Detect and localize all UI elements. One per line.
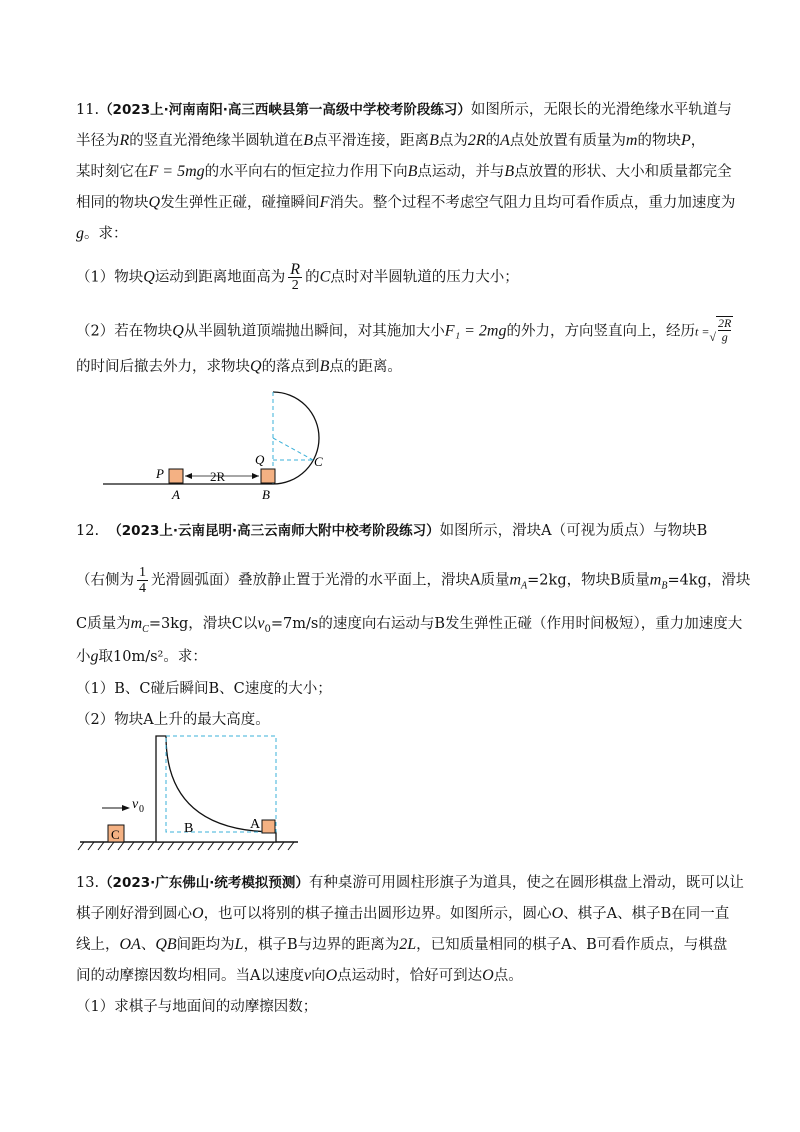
block-p (169, 469, 183, 483)
fraction-r-over-2: $\frac{R}{2}$ (290, 261, 301, 293)
q11-part-2: （2）若在物块Q从半圆轨道顶端抛出瞬间，对其施加大小F₁ = 2mg的外力，方向竖直向上，经历t =√ $\frac{2R}{g}$ (76, 316, 733, 347)
q13-line-2: 棋子刚好滑到圆心O，也可以将别的棋子撞击出圆形边界。如图所示，圆心O、棋子A、棋子B在同一直 (76, 905, 730, 922)
force-f1-equation: F₁ = 2mg (444, 322, 507, 340)
fig-label-2r: 2R (210, 469, 226, 484)
q13-line-1: 13.（2023·广东佛山·统考模拟预测）有种桌游可用圆柱形旗子为道具，使之在圆形棋盘上滑动，既可以让 (76, 875, 744, 891)
q12-figure (74, 728, 304, 856)
q13-number: 13. (76, 875, 100, 891)
ground-hatch (78, 842, 294, 850)
q11-part-2-cont: 的时间后撤去外力，求物块Q的落点到B点的距离。 (76, 358, 402, 375)
q13-line-3: 线上，OA、QB间距均为L，棋子B与边界的距离为2L，已知质量相同的棋子A、B可看作质点，与棋盘 (76, 936, 728, 953)
semicircle-track (273, 392, 319, 484)
q13-part-1: （1）求棋子与地面间的动摩擦因数； (76, 999, 318, 1015)
q12-line-1: 12. （2023上·云南昆明·高三云南师大附中校考阶段练习）如图所示，滑块A（可视为质点）与物块B (76, 523, 708, 539)
q11-part-1: （1）物块Q运动到距离地面高为 $\frac{R}{2}$ 的C点时对半圆轨道的压力大小； (76, 261, 519, 293)
velocity-arrow-head (122, 805, 130, 811)
q13-source: （2023·广东佛山·统考模拟预测） (99, 875, 309, 891)
q12-line-2: （右侧为 $\frac{1}{4}$ 光滑圆弧面）叠放静止置于光滑的水平面上，滑块A质量$m_A=2kg$，物块B质量$m_B=4kg$，滑块 (76, 565, 751, 596)
q11-number: 11. (76, 102, 100, 118)
fig-label-a: A (172, 487, 180, 502)
arrow-right-head (252, 473, 259, 479)
q11-line-3: 某时刻它在F = 5mg的水平向右的恒定拉力作用下向B点运动，并与B点放置的形状、大小和质量都完全 (76, 163, 732, 180)
q12-line-3: C质量为$m_C=3kg$，滑块C以$v_0=7m/s$的速度向右运动与B发生弹性正碰（作用时间极短），重力加速度大 (76, 615, 743, 635)
q12-part-1: （1）B、C碰后瞬间B、C速度的大小； (76, 681, 332, 697)
fig-label-c: C (314, 454, 323, 469)
q11-figure (95, 382, 335, 504)
q11-line-1: 11.（2023上·河南南阳·高三西峡县第一高级中学校考阶段练习）如图所示，无限长的光滑绝缘水平轨道与 (76, 102, 732, 118)
fig-label-c: C (111, 827, 120, 842)
fig-label-b: B (184, 821, 194, 836)
q11-line-4: 相同的物块Q发生弹性正碰，碰撞瞬间F消失。整个过程不考虑空气阻力且均可看作质点，重力加速度为 (76, 194, 736, 211)
arrow-left-head (185, 473, 192, 479)
q12-part-2: （2）物块A上升的最大高度。 (76, 712, 270, 728)
block-a (262, 820, 275, 833)
q13-line-4: 间的动摩擦因数均相同。当A以速度v向O点运动时，恰好可到达O点。 (76, 967, 523, 984)
fraction-one-quarter: $\frac{1}{4}$ (139, 565, 146, 596)
sqrt-2r-over-g: √ $\frac{2R}{g}$ (709, 316, 732, 344)
q11-line-5: g。求： (76, 225, 128, 242)
fig-label-a: A (250, 817, 261, 832)
q12-source: （2023上·云南昆明·高三云南师大附中校考阶段练习） (108, 523, 440, 539)
force-equation: F = 5mg (148, 163, 205, 180)
dashed-radius (273, 438, 313, 460)
fig-label-v: v (132, 797, 139, 812)
q11-line-2: 半径为R的竖直光滑绝缘半圆轨道在B点平滑连接，距离B点为2R的A点处放置有质量为m的物块P， (76, 132, 706, 149)
block-q (261, 469, 275, 483)
q12-line-4: 小g取10m/s²。求： (76, 648, 207, 665)
fig-label-v-sub: 0 (139, 804, 144, 815)
fig-label-b: B (262, 487, 270, 502)
fig-label-q: Q (255, 452, 265, 467)
q11-source: （2023上·河南南阳·高三西峡县第一高级中学校考阶段练习） (99, 102, 471, 118)
fig-label-p: P (156, 466, 164, 481)
q12-number: 12. (76, 523, 100, 539)
